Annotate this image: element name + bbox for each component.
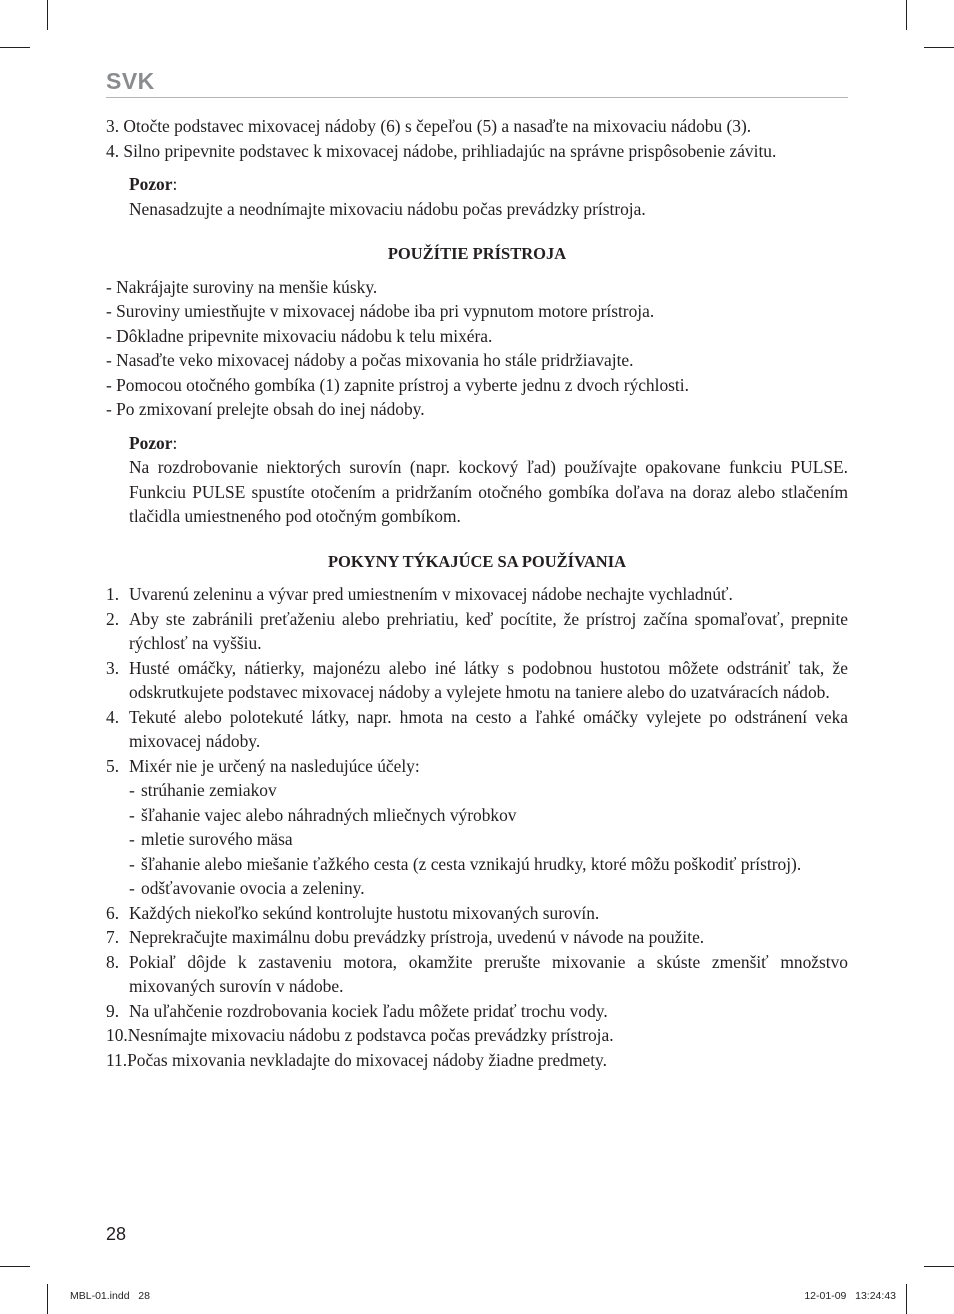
item-text: Dôkladne pripevnite mixovaciu nádobu k telu mixéra. — [116, 325, 493, 346]
list-item: - Po zmixovaní prelejte obsah do inej nádoby. — [106, 397, 848, 422]
list-item: - Pomocou otočného gombíka (1) zapnite prístroj a vyberte jednu z dvoch rýchlosti. — [106, 373, 848, 398]
header-rule — [106, 97, 848, 98]
list-item: - Nasaďte veko mixovacej nádoby a počas mixovania ho stále pridržiavajte. — [106, 348, 848, 373]
item-text: Mixér nie je určený na nasledujúce účely: — [129, 755, 420, 776]
item-text: Neprekračujte maximálnu dobu prevádzky prístroja, uvedenú v návode na použite. — [129, 927, 705, 947]
slug-filename: MBL-01.indd 28 — [70, 1290, 150, 1302]
item-text: Po zmixovaní prelejte obsah do inej nádoby. — [116, 399, 425, 419]
sub-list-item: - šľahanie alebo miešanie ťažkého cesta (z cesta vznikajú hrudky, ktoré môžu poškodiť prístroj). — [129, 852, 848, 877]
item-number: 3. — [106, 657, 120, 678]
assembly-list — [106, 114, 848, 163]
section-heading: POKYNY TÝKAJÚCE SA POUŽÍVANIA — [327, 551, 627, 571]
crop-mark-bottom-left-h — [0, 1266, 30, 1267]
item-text: Aby ste zabránili preťaženiu alebo prehriatiu, keď pocítite, že prístroj začína spomaľovať, prepnite rýchlosť na vyššiu. — [129, 608, 848, 653]
item-number: 6. — [106, 902, 120, 923]
list-item: - Suroviny umiestňujte v mixovacej nádobe iba pri vypnutom motore prístroja. — [106, 299, 848, 324]
item-text: Suroviny umiestňujte v mixovacej nádobe iba pri vypnutom motore prístroja. — [116, 301, 655, 321]
item-number: 9. — [106, 1000, 120, 1021]
item-number: 11. — [106, 1049, 128, 1070]
item-text: šľahanie vajec alebo náhradných mliečnych výrobkov — [141, 804, 517, 825]
item-text: Nasaďte veko mixovacej nádoby a počas mixovania ho stále pridržiavajte. — [116, 350, 634, 370]
item-text: Nesnímajte mixovaciu nádobu z podstavca počas prevádzky prístroja. — [127, 1025, 614, 1045]
item-text: Pomocou otočného gombíka (1) zapnite prístroj a vyberte jednu z dvoch rýchlosti. — [116, 374, 689, 395]
list-item — [106, 754, 848, 779]
note-colon: : — [172, 174, 178, 194]
list-item — [106, 705, 848, 754]
crop-mark-bottom-left-v — [47, 1284, 48, 1314]
list-item — [106, 607, 848, 656]
list-item — [106, 999, 848, 1024]
crop-mark-top-left-v — [47, 0, 48, 30]
list-item — [106, 1048, 848, 1073]
list-item — [106, 1023, 848, 1048]
list-item — [106, 114, 848, 139]
item-text: odšťavovanie ovocia a zeleniny. — [141, 878, 365, 898]
section-heading: POUŽÍTIE PRÍSTROJA — [387, 244, 567, 263]
item-number: 10. — [106, 1025, 128, 1045]
item-text: Počas mixovania nevkladajte do mixovacej nádoby žiadne predmety. — [127, 1049, 607, 1070]
crop-mark-top-right-v — [906, 0, 907, 30]
instructions-list — [106, 582, 848, 1072]
item-number: 3. — [106, 116, 120, 136]
list-item: - Nakrájajte suroviny na menšie kúsky. — [106, 275, 848, 300]
item-number: 7. — [106, 927, 120, 947]
sub-list-item: - mletie surového mäsa — [129, 827, 848, 852]
item-text: Otočte podstavec mixovacej nádoby (6) s čepeľou (5) a nasaďte na mixovaciu nádobu (3). — [123, 116, 752, 136]
list-item — [106, 139, 848, 164]
item-text: Pokiaľ dôjde k zastaveniu motora, okamžite prerušte mixovanie a skúste zmenšiť množstvo mixovaných surovín v nádobe. — [129, 951, 848, 996]
item-text: Tekuté alebo polotekuté látky, napr. hmota na cesto a ľahké omáčky vylejete po odstránení veka mixovacej nádoby. — [129, 706, 848, 751]
crop-mark-top-right-h — [924, 47, 954, 48]
warning-note — [129, 431, 848, 529]
note-title: Pozor — [129, 432, 173, 453]
sub-list-item: - šľahanie vajec alebo náhradných mliečnych výrobkov — [129, 803, 848, 828]
note-text: Nenasadzujte a neodnímajte mixovaciu nádobu počas prevádzky prístroja. — [129, 198, 646, 219]
item-text: Uvarenú zeleninu a vývar pred umiestnením v mixovacej nádobe nechajte vychladnúť. — [129, 584, 733, 604]
sub-list-item: - odšťavovanie ovocia a zeleniny. — [129, 876, 848, 901]
list-item — [106, 925, 848, 950]
note-colon: : — [172, 432, 178, 453]
list-item — [106, 950, 848, 999]
item-text: Nakrájajte suroviny na menšie kúsky. — [116, 276, 378, 297]
item-number: 5. — [106, 755, 120, 776]
crop-mark-top-left-h — [0, 47, 30, 48]
slug-datetime: 12-01-09 13:24:43 — [804, 1290, 896, 1302]
crop-mark-bottom-right-v — [906, 1284, 907, 1314]
item-number: 4. — [106, 706, 120, 727]
item-number: 8. — [106, 951, 120, 972]
item-text: Silno pripevnite podstavec k mixovacej nádobe, prihliadajúc na správne prispôsobenie závitu. — [123, 140, 777, 161]
item-number: 4. — [106, 140, 120, 161]
list-item — [106, 901, 848, 926]
page-content — [106, 114, 848, 1072]
note-text: Na rozdrobovanie niektorých surovín (napr. kockový ľad) používajte opakovane funkciu PULSE. Funkciu PULSE spustíte otočením a pridržaním otočného gombíka doľava na doraz alebo stlačením tlačidla umiestneného pod otočným gombíkom. — [129, 457, 848, 526]
item-number: 2. — [106, 608, 120, 629]
list-item: - Dôkladne pripevnite mixovaciu nádobu k telu mixéra. — [106, 324, 848, 349]
crop-mark-bottom-right-h — [924, 1266, 954, 1267]
note-title: Pozor — [129, 174, 173, 194]
item-text: Každých niekoľko sekúnd kontrolujte hustotu mixovaných surovín. — [129, 902, 600, 923]
sub-list-item: - strúhanie zemiakov — [129, 778, 848, 803]
item-text: Husté omáčky, nátierky, majonézu alebo iné látky s podobnou hustotou môžete odstrániť tak, že odskrutkujete podstavec mixovacej nádoby a vylejete hmotu na taniere alebo do uzatváracích nádob. — [129, 657, 848, 702]
item-text: strúhanie zemiakov — [141, 780, 277, 800]
item-text: Na uľahčenie rozdrobovania kociek ľadu môžete pridať trochu vody. — [129, 1000, 608, 1021]
list-item — [106, 582, 848, 607]
item-number: 1. — [106, 584, 120, 604]
item-text: šľahanie alebo miešanie ťažkého cesta (z cesta vznikajú hrudky, ktoré môžu poškodiť prístroj). — [141, 853, 802, 874]
page-number: 28 — [106, 1224, 127, 1244]
usage-list — [106, 275, 848, 422]
warning-note — [129, 172, 848, 221]
item-text: mletie surového mäsa — [141, 829, 293, 849]
list-item — [106, 656, 848, 705]
language-label: SVK — [106, 68, 155, 94]
